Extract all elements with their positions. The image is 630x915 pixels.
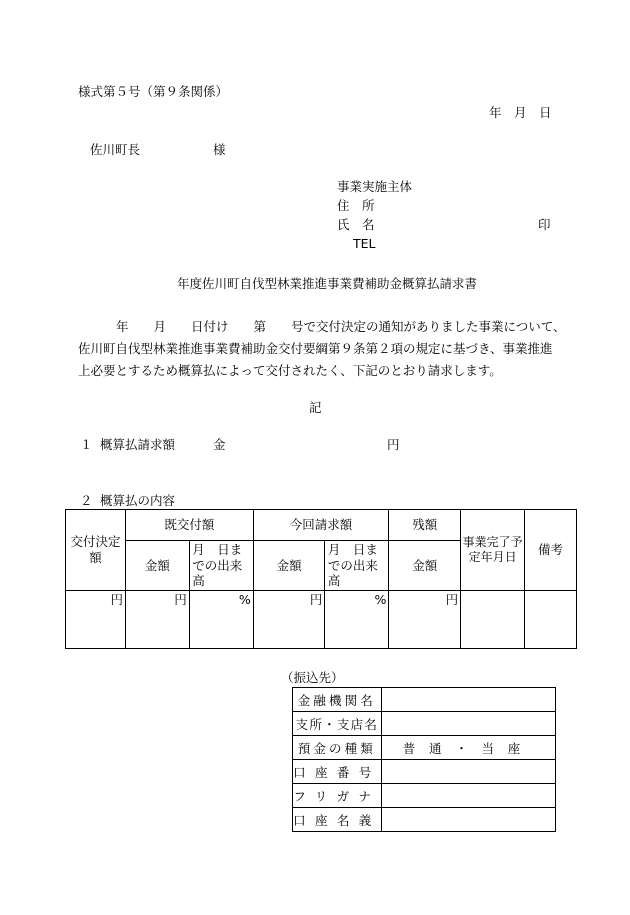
bank-value-furigana: [381, 784, 555, 808]
cell-current-progress: %: [325, 591, 389, 649]
item1-prefix: 金: [213, 437, 226, 452]
body-line-2: 佐川町自伐型林業推進事業費補助金交付要綱第９条第２項の規定に基づき、事業推進: [78, 341, 553, 356]
item1-suffix: 円: [387, 437, 400, 452]
bank-row: [293, 688, 556, 712]
ki-heading: 記: [309, 400, 322, 415]
item2-number: ２: [80, 493, 93, 508]
bank-row: [293, 760, 556, 784]
addressee: 佐川町長: [90, 142, 141, 157]
item2-label: 概算払の内容: [100, 493, 176, 508]
body-line-3: 上必要とするため概算払によって交付されたく、下記のとおり請求します。: [78, 363, 502, 378]
bank-value-institution: [381, 688, 555, 712]
bank-row: [293, 808, 556, 832]
header-remarks: 備考: [525, 510, 577, 591]
address-label: 住 所: [337, 198, 375, 213]
bank-row: [293, 784, 556, 808]
header-current-amount: 金額: [253, 541, 325, 591]
bank-value-branch: [381, 712, 555, 736]
payment-content-table: [65, 509, 577, 649]
form-number: 様式第５号（第９条関係）: [78, 84, 229, 99]
bank-table: [292, 687, 556, 832]
cell-paid-progress: %: [189, 591, 253, 649]
header-current-group: 今回請求額: [253, 510, 389, 541]
addressee-suffix: 様: [213, 142, 226, 157]
body-line-1: 年 月 日付け 第 号で交付決定の通知がありました事業について、: [116, 319, 566, 334]
name-label: 氏 名: [337, 217, 375, 232]
header-paid-amount: 金額: [125, 541, 189, 591]
bank-label-institution: 金融機関名: [293, 688, 382, 712]
cell-paid-amount: 円: [125, 591, 189, 649]
cell-remaining-amount: 円: [389, 591, 461, 649]
bank-value-deposit-type: 普通・当座: [381, 736, 555, 760]
bank-row: [293, 712, 556, 736]
cell-current-amount: 円: [253, 591, 325, 649]
cell-remarks: [525, 591, 577, 649]
header-decision-amount: 交付決定額: [66, 510, 126, 591]
bank-row: [293, 736, 556, 760]
header-current-progress: 月 日までの出来高: [325, 541, 389, 591]
tel-label: TEL: [353, 236, 376, 251]
seal-mark: 印: [538, 217, 551, 232]
date-line: 年 月 日: [489, 105, 552, 120]
bank-label-account-number: 口座番号: [293, 760, 382, 784]
header-paid-progress: 月 日までの出来高: [189, 541, 253, 591]
bank-label-furigana: フリガナ: [293, 784, 382, 808]
header-remaining-group: 残額: [389, 510, 461, 541]
item1-number: １: [80, 437, 93, 452]
header-remaining-amount: 金額: [389, 541, 461, 591]
header-completion-date: 事業完了予定年月日: [461, 510, 525, 591]
bank-label-deposit-type: 預金の種類: [293, 736, 382, 760]
bank-label-branch: 支所・支店名: [293, 712, 382, 736]
cell-completion-date: [461, 591, 525, 649]
bank-caption: （振込先）: [281, 670, 344, 685]
bank-label-account-name: 口座名義: [293, 808, 382, 832]
bank-value-account-number: [381, 760, 555, 784]
item1-label: 概算払請求額: [100, 437, 176, 452]
applicant-title: 事業実施主体: [337, 179, 413, 194]
header-paid-group: 既交付額: [125, 510, 253, 541]
document-title: 年度佐川町自伐型林業推進事業費補助金概算払請求書: [177, 276, 478, 291]
cell-decision-amount: 円: [66, 591, 126, 649]
bank-value-account-name: [381, 808, 555, 832]
